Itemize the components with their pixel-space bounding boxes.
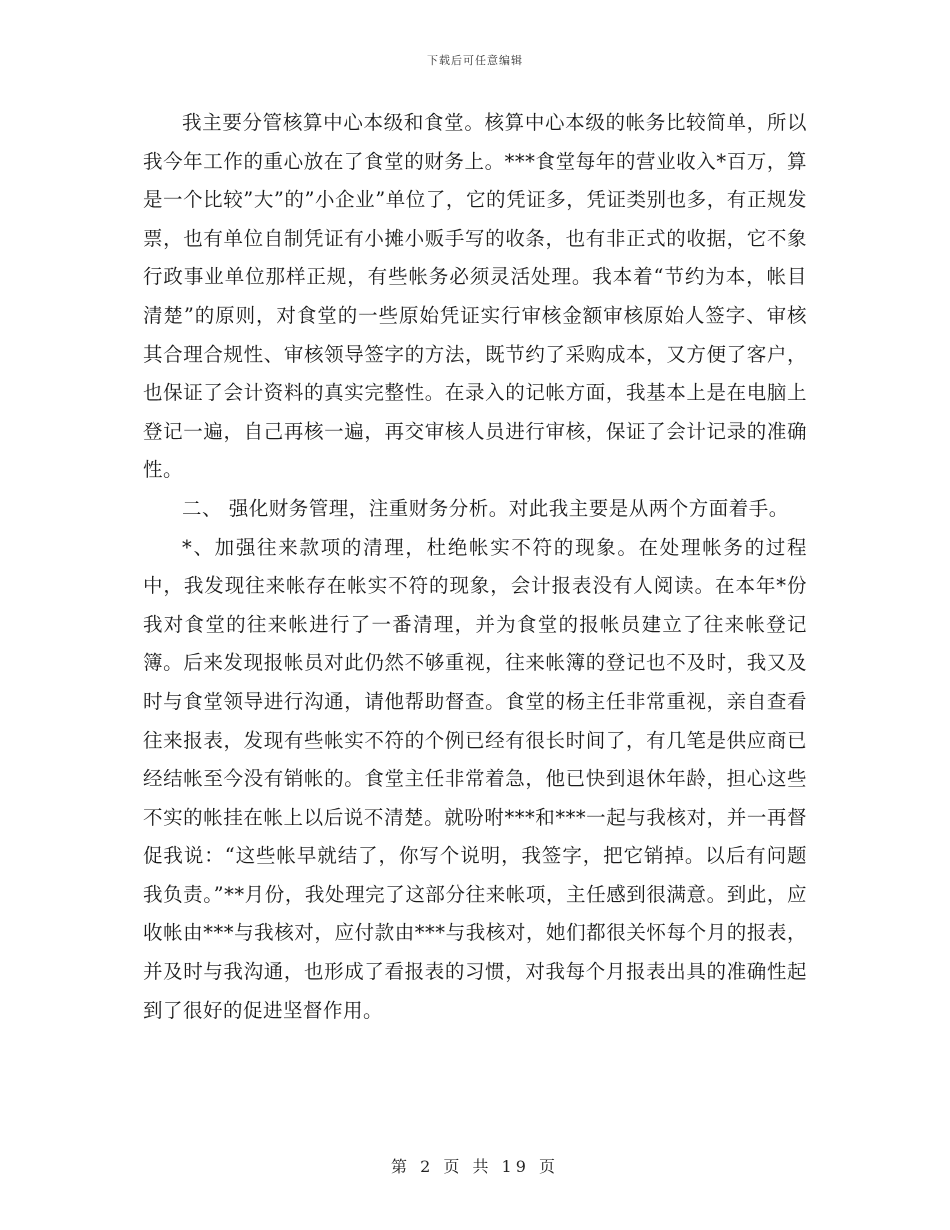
- document-body: [143, 104, 807, 1030]
- paragraph-canteen-accounting: 我主要分管核算中心本级和食堂。核算中心本级的帐务比较简单，所以我今年工作的重心放在了食堂的财务上。***食堂每年的营业收入*百万，算是一个比较”大”的”小企业”单位了，它的凭证多，凭证类别也多，有正规发票，也有单位自制凭证有小摊小贩手写的收条，也有非正式的收据，它不象行政事业单位那样正规，有些帐务必须灵活处理。我本着“节约为本，帐目清楚”的原则，对食堂的一些原始凭证实行审核金额审核原始人签字、审核其合理合规性、审核领导签字的方法，既节约了采购成本，又方便了客户，也保证了会计资料的真实完整性。在录入的记帐方面，我基本上是在电脑上登记一遍，自己再核一遍，再交审核人员进行审核，保证了会计记录的准确性。: [143, 111, 807, 482]
- paragraph-receivables-cleanup: *、加强往来款项的清理，杜绝帐实不符的现象。在处理帐务的过程中，我发现往来帐存在帐实不符的现象，会计报表没有人阅读。在本年*份我对食堂的往来帐进行了一番清理，并为食堂的报帐员建立了往来帐登记簿。后来发现报帐员对此仍然不够重视，往来帐簿的登记也不及时，我又及时与食堂领导进行沟通，请他帮助督查。食堂的杨主任非常重视，亲自查看往来报表，发现有些帐实不符的个例已经有很长时间了，有几笔是供应商已经结帐至今没有销帐的。食堂主任非常着急，他已快到退休年龄，担心这些不实的帐挂在帐上以后说不清楚。就吩咐***和***一起与我核对，并一再督促我说：“这些帐早就结了，你写个说明，我签字，把它销掉。以后有问题我负责。”**月份，我处理完了这部分往来帐项，主任感到很满意。到此，应收帐由***与我核对，应付款由***与我核对，她们都很关怀每个月的报表，并及时与我沟通，也形成了看报表的习惯，对我每个月报表出具的准确性起到了很好的促进坚督作用。: [143, 535, 807, 1022]
- paragraph-section-two-heading: 二、 强化财务管理，注重财务分析。对此我主要是从两个方面着手。: [182, 496, 789, 520]
- header-note: 下载后可任意编辑: [427, 54, 523, 67]
- page-number: 第 2 页 共 19 页: [391, 1157, 559, 1176]
